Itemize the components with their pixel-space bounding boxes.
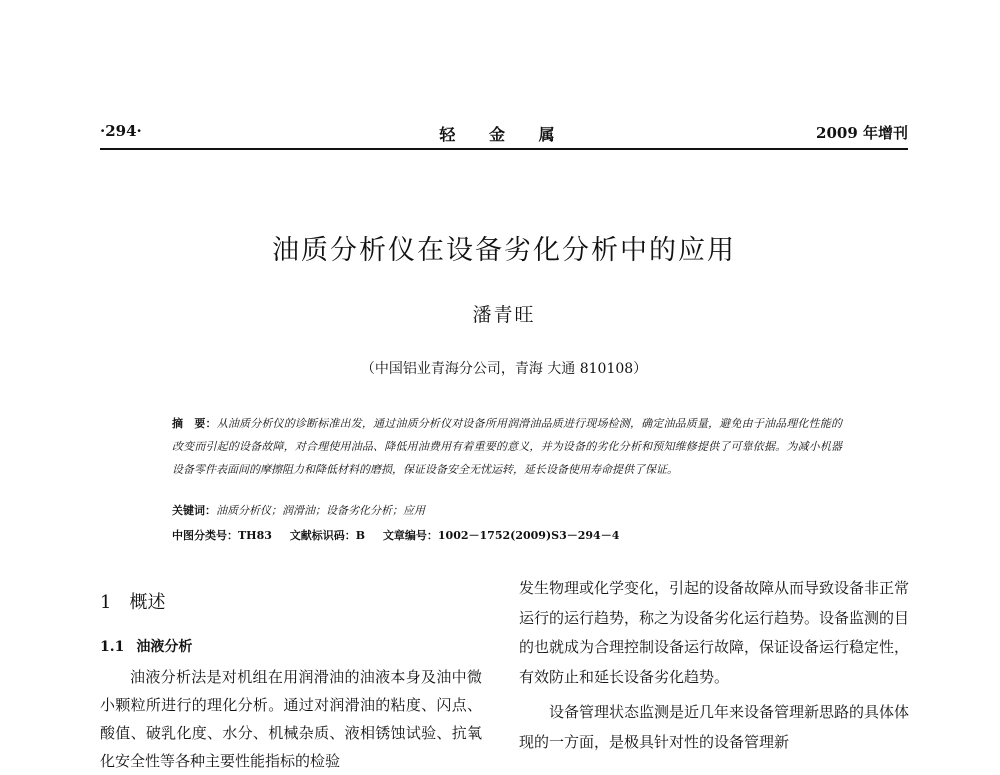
section-number: 1 <box>100 592 112 613</box>
issue-label: 2009 年增刊 <box>816 124 908 142</box>
keywords <box>172 502 842 518</box>
affiliation: （中国铝业青海分公司，青海 大通 810108） <box>360 361 648 377</box>
body-paragraph: 设备管理状态监测是近几年来设备管理新思路的具体体现的一方面，是极具针对性的设备管理新 <box>519 703 910 751</box>
keywords-text: 油质分析仪；润滑油；设备劣化分析；应用 <box>216 504 425 517</box>
right-column-body <box>519 574 909 758</box>
body-paragraph: 发生物理或化学变化，引起的设备故障从而导致设备非正常运行的运行趋势，称之为设备劣化运行趋势。设备监测的目的也就成为合理控制设备运行故障，保证设备运行稳定性，有效防止和延长设备劣化趋势。 <box>519 579 910 686</box>
abstract <box>172 412 842 481</box>
keywords-label: 关键词： <box>172 504 216 517</box>
clc-number: 中图分类号：TH83 <box>172 529 272 542</box>
article-number: 文章编号：1002－1752(2009)S3－294－4 <box>382 529 620 542</box>
subsection-number: 1.1 <box>100 639 125 655</box>
classification-line <box>172 527 842 543</box>
left-column-body <box>100 663 482 775</box>
document-code: 文献标识码：B <box>289 529 366 542</box>
abstract-text: 从油质分析仪的诊断标准出发，通过油质分析仪对设备所用润滑油品质进行现场检测，确定油品质量，避免由于油品理化性能的改变而引起的设备故障，对合理使用油品、降低用油费用有着重要的意义，并为设备的劣化分析和预知维修提供了可靠依据。为减小机器设备零件表面间的摩擦阻力和降低材料的磨损，保证设备安全无忧运转，延长设备使用寿命提供了保证。 <box>172 417 843 476</box>
header-rule <box>100 148 908 150</box>
paper-title: 油质分析仪在设备劣化分析中的应用 <box>272 235 736 266</box>
author: 潘青旺 <box>472 304 536 326</box>
abstract-label: 摘 要： <box>172 417 217 430</box>
running-header <box>100 122 908 148</box>
page-number: ·294· <box>100 122 142 140</box>
body-paragraph: 油液分析法是对机组在用润滑油的油液本身及油中微小颗粒所进行的理化分析。通过对润滑油的粘度、闪点、酸值、破乳化度、水分、机械杂质、液相锈蚀试验、抗氧化安全性等各种主要性能指标的检验 <box>100 668 482 770</box>
subsection-title: 油液分析 <box>136 639 193 655</box>
section-heading-1 <box>100 588 165 614</box>
subsection-heading-1-1 <box>100 636 192 656</box>
section-title: 概述 <box>129 592 166 613</box>
journal-name: 轻 金 属 <box>439 125 569 144</box>
